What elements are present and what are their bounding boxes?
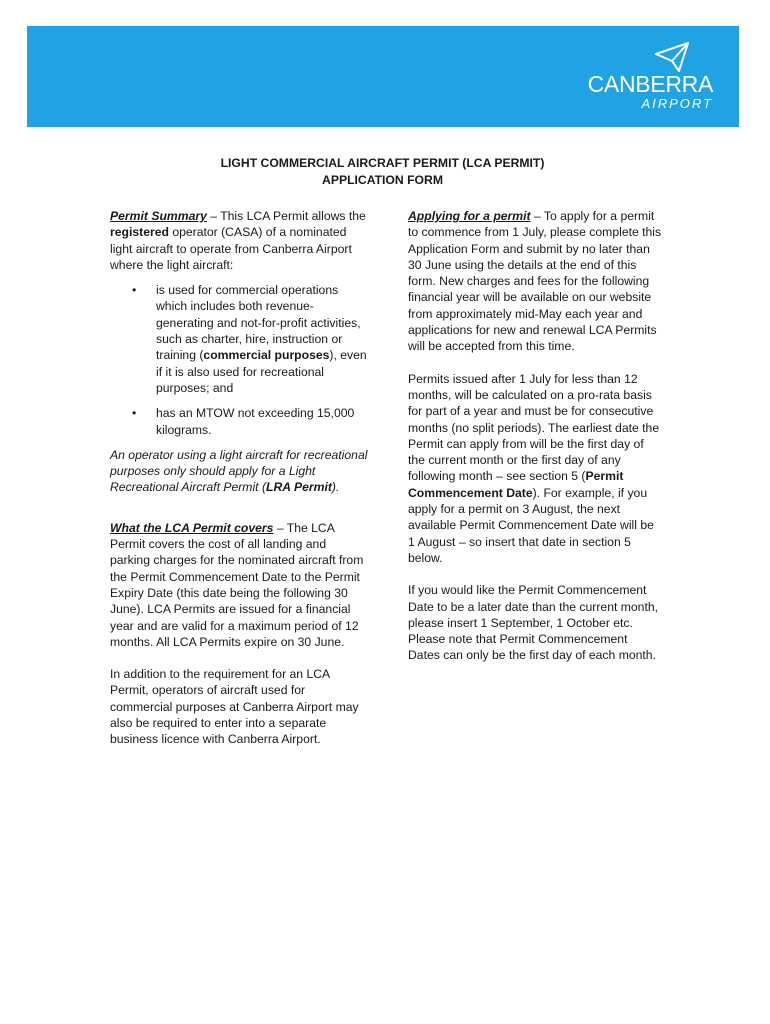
applying-paragraph: Applying for a permit – To apply for a permit to commence from 1 July, please complete this Application Form and submit by no later than 30 June using the details at the end of this form. New charges and fees for the following financial year will be available on our website from approximately mid-May each year and applications for new and renewal LCA Permits will be accepted from this time. xyxy=(408,209,662,354)
permit-summary-paragraph: Permit Summary – This LCA Permit allows the registered operator (CASA) of a nominated light aircraft to operate from Canberra Airport where the light aircraft: xyxy=(110,209,366,272)
title-line-2: APPLICATION FORM xyxy=(322,173,443,187)
canberra-airport-logo xyxy=(563,42,713,114)
logo-brand-text: CANBERRA xyxy=(587,71,713,97)
title-line-1: LIGHT COMMERCIAL AIRCRAFT PERMIT (LCA PERMIT) xyxy=(220,156,545,170)
list-item: • is used for commercial operations which includes both revenue-generating and not-for-profit activities, such as charter, hire, instruction or training (commercial purposes), even if it is also used for recreational purposes; and xyxy=(132,283,367,395)
pro-rata-paragraph: Permits issued after 1 July for less than 12 months, will be calculated on a pro-rata basis for part of a year and must be for consecutive months (no split periods). The earliest date the Permit can apply from will be the first day of the current month or the first day of any following month – see section 5 (Permit Commencement Date). For example, if you apply for a permit on 3 August, the next available Permit Commencement Date will be 1 August – so insert that date in section 5 below. xyxy=(408,371,660,565)
header-banner xyxy=(27,26,739,127)
permit-conditions-list xyxy=(110,282,368,438)
right-column xyxy=(408,208,662,664)
permit-covers-paragraph: What the LCA Permit covers – The LCA Permit covers the cost of all landing and parking charges for the nominated aircraft from the Permit Commencement Date to the Permit Expiry Date (this date being the following 30 June). LCA Permits are issued for a financial year and are valid for a maximum period of 12 months. All LCA Permits expire on 30 June. xyxy=(110,520,364,649)
lra-note-paragraph: An operator using a light aircraft for recreational purposes only should apply for a Light Recreational Aircraft Permit (LRA Permit). xyxy=(110,447,368,495)
bullet-icon: • xyxy=(132,406,137,421)
permit-summary-heading: Permit Summary xyxy=(110,209,207,223)
list-item: • has an MTOW not exceeding 15,000 kilograms. xyxy=(132,406,355,437)
permit-covers-heading: What the LCA Permit covers xyxy=(110,520,274,535)
business-licence-paragraph: In addition to the requirement for an LCA Permit, operators of aircraft used for commercial purposes at Canberra Airport may also be required to enter into a separate business licence with Canberra Airport. xyxy=(110,667,359,747)
later-date-paragraph: If you would like the Permit Commencement Date to be a later date than the current month, please insert 1 September, 1 October etc. Please note that Permit Commencement Dates can only be the first day of each month. xyxy=(408,583,658,663)
paper-plane-icon xyxy=(655,42,689,72)
logo-sub-text: AIRPORT xyxy=(641,96,713,111)
bullet-icon: • xyxy=(132,283,137,298)
applying-heading: Applying for a permit xyxy=(408,209,531,223)
left-column xyxy=(110,208,368,748)
document-title xyxy=(110,155,655,189)
